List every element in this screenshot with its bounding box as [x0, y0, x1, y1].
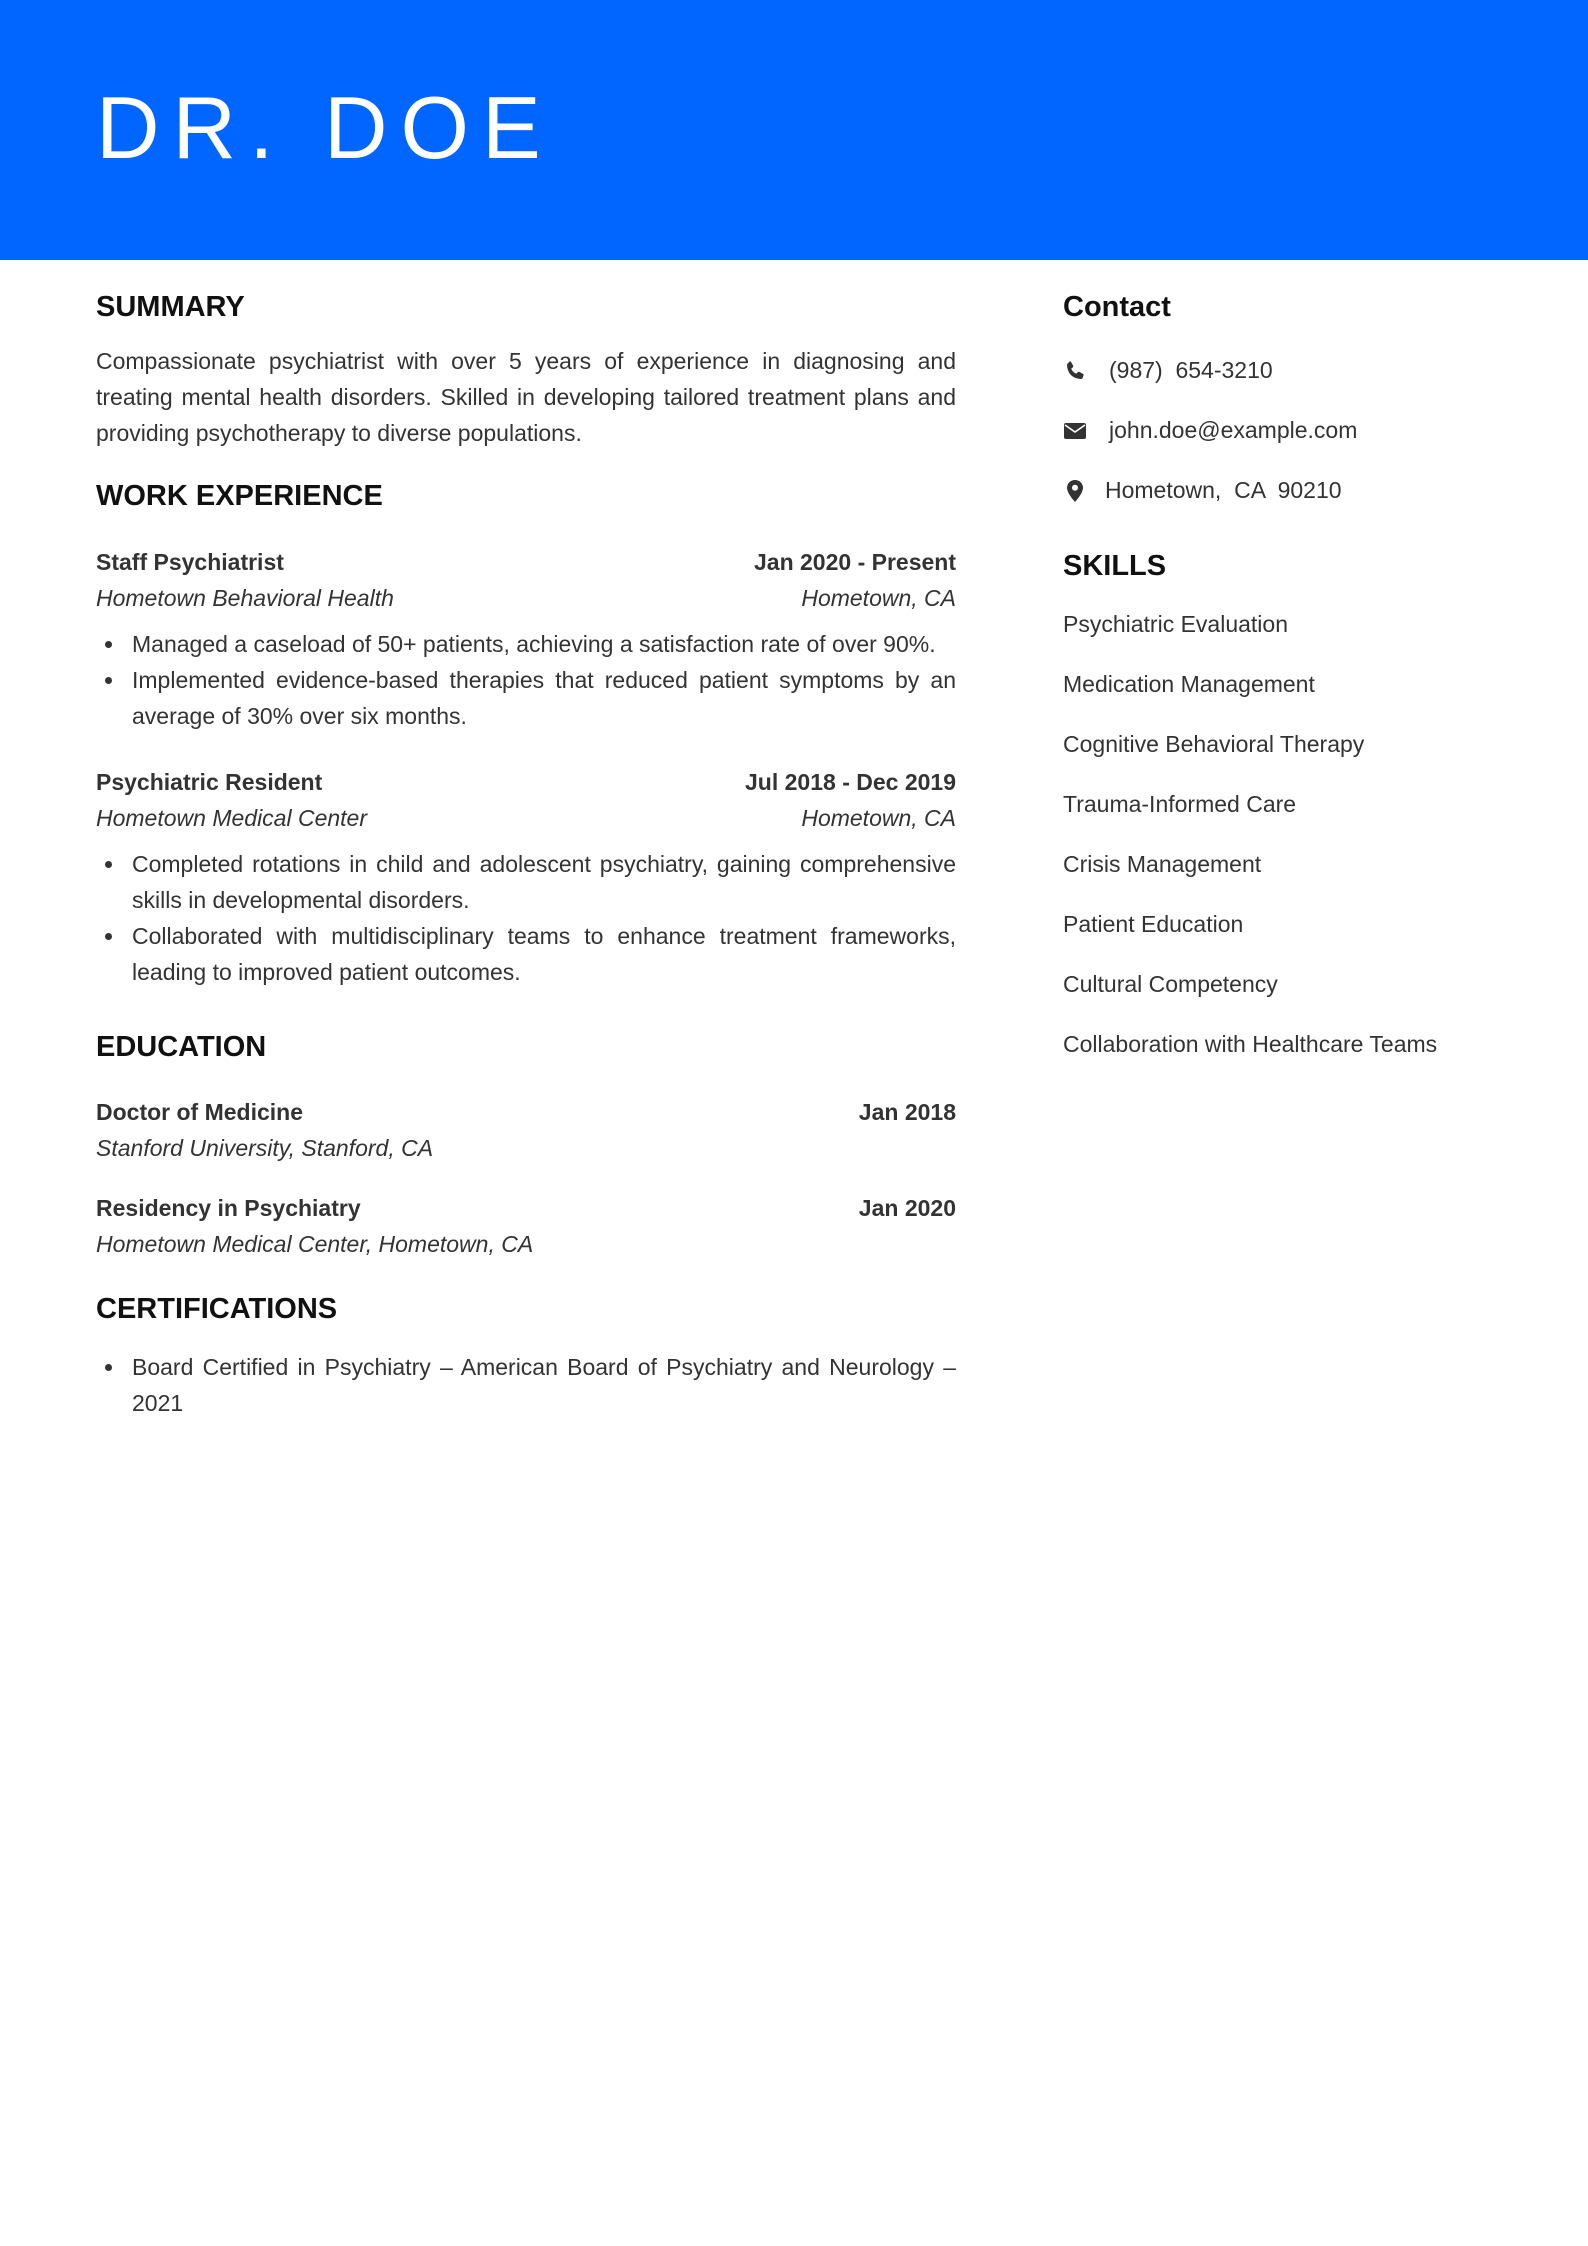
skill-item: Cultural Competency	[1063, 970, 1278, 997]
education-entry	[96, 1190, 956, 1262]
job-bullet: Completed rotations in child and adolescent psychiatry, gaining comprehensive skills in developmental disorders.	[96, 846, 956, 918]
skill-item: Collaboration with Healthcare Teams	[1063, 1030, 1438, 1057]
skill-item: Medication Management	[1063, 670, 1315, 697]
map-pin-icon	[1063, 479, 1087, 503]
job-dates: Jan 2020 - Present	[753, 548, 956, 575]
envelope-icon	[1063, 419, 1087, 443]
contact-phone-text: (987) 654-3210	[1109, 357, 1273, 384]
skill-item: Patient Education	[1063, 910, 1244, 937]
job-location: Hometown, CA	[801, 584, 956, 611]
job-bullet: Collaborated with multidisciplinary teams to enhance treatment frameworks, leading to improved patient outcomes.	[96, 918, 956, 990]
main-column	[96, 290, 956, 1421]
skill-item: Trauma-Informed Care	[1063, 790, 1297, 817]
skill-item: Crisis Management	[1063, 850, 1262, 877]
summary-section	[96, 290, 956, 451]
education-degree: Residency in Psychiatry	[96, 1195, 361, 1222]
job-bullets	[96, 626, 956, 734]
job-dates: Jul 2018 - Dec 2019	[745, 768, 956, 795]
header-banner	[0, 0, 1588, 260]
job-role: Staff Psychiatrist	[96, 548, 284, 575]
certifications-list	[96, 1349, 956, 1421]
skills-title: SKILLS	[1063, 549, 1167, 582]
education-entry	[96, 1094, 956, 1166]
skill-item: Cognitive Behavioral Therapy	[1063, 730, 1365, 757]
contact-email	[1063, 413, 1523, 449]
job-entry	[96, 544, 956, 734]
contact-location-text: Hometown, CA 90210	[1105, 477, 1342, 504]
certifications-section	[96, 1292, 956, 1421]
education-date: Jan 2018	[858, 1099, 956, 1126]
education-school: Hometown Medical Center, Hometown, CA	[96, 1231, 534, 1258]
contact-location	[1063, 473, 1523, 509]
job-location: Hometown, CA	[801, 804, 956, 831]
education-school: Stanford University, Stanford, CA	[96, 1135, 434, 1162]
job-bullet: Implemented evidence-based therapies that reduced patient symptoms by an average of 30% over six months.	[96, 662, 956, 734]
contact-phone	[1063, 353, 1523, 389]
summary-title: SUMMARY	[96, 291, 245, 323]
certification-item: Board Certified in Psychiatry – American Board of Psychiatry and Neurology – 2021	[96, 1349, 956, 1421]
work-experience-section	[96, 479, 956, 990]
sidebar-column	[1063, 290, 1523, 1086]
skill-item: Psychiatric Evaluation	[1063, 610, 1288, 637]
job-org: Hometown Behavioral Health	[96, 584, 394, 611]
education-degree: Doctor of Medicine	[96, 1099, 304, 1126]
job-entry	[96, 764, 956, 990]
candidate-name: DR. DOE	[96, 78, 554, 177]
work-experience-title: WORK EXPERIENCE	[96, 479, 383, 512]
summary-text: Compassionate psychiatrist with over 5 years of experience in diagnosing and treating mental health disorders. Skilled in developing tailored treatment plans and providing psychotherapy to diverse populations.	[96, 347, 956, 446]
contact-email-text: john.doe@example.com	[1109, 417, 1358, 444]
job-role: Psychiatric Resident	[96, 768, 323, 795]
job-bullet: Managed a caseload of 50+ patients, achieving a satisfaction rate of over 90%.	[96, 626, 956, 662]
job-org: Hometown Medical Center	[96, 804, 368, 831]
education-section	[96, 1030, 956, 1263]
contact-title: Contact	[1063, 291, 1171, 323]
job-bullets	[96, 846, 956, 990]
education-date: Jan 2020	[858, 1195, 956, 1222]
certifications-title: CERTIFICATIONS	[96, 1293, 338, 1326]
contact-list	[1063, 353, 1523, 509]
education-title: EDUCATION	[96, 1030, 267, 1063]
phone-icon	[1063, 359, 1087, 383]
skills-list	[1063, 606, 1523, 1062]
